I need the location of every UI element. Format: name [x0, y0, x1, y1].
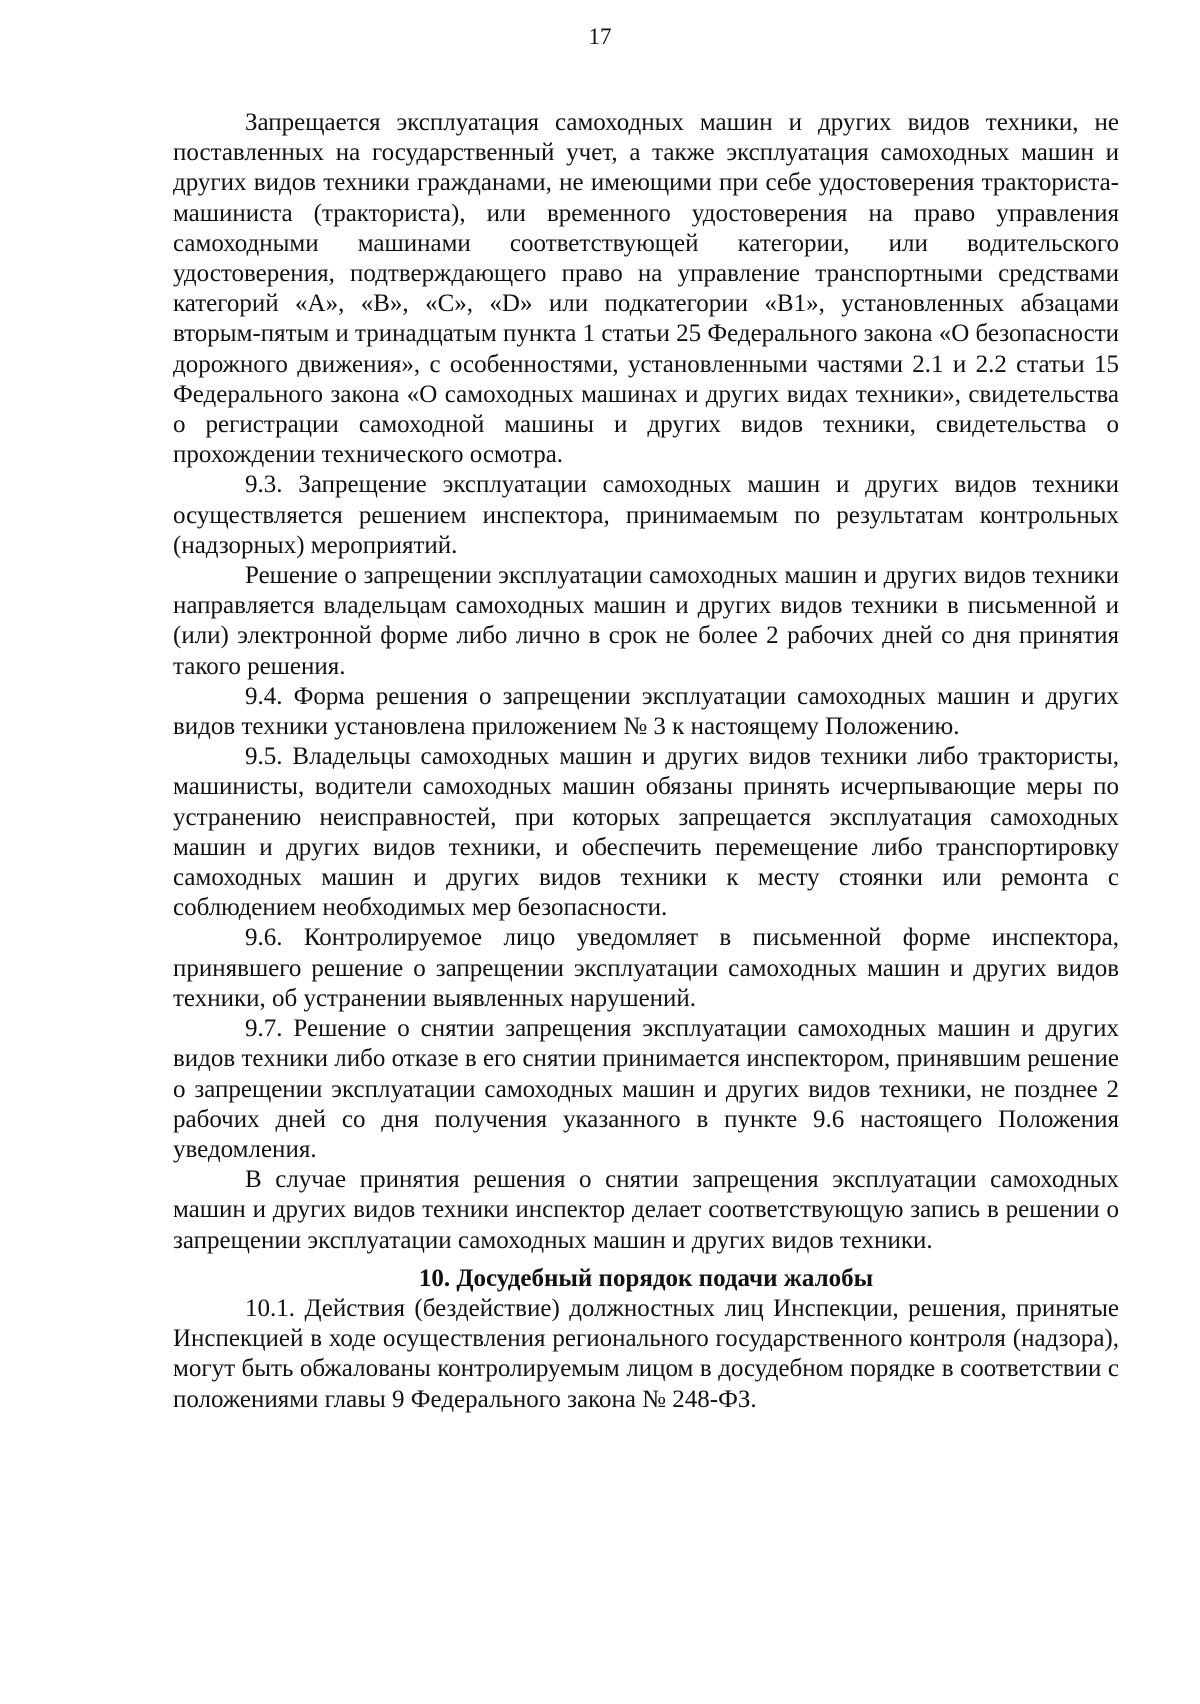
paragraph-decision-sending: Решение о запрещении эксплуатации самоходных машин и других видов техники направляется владельцам самоходных машин и других видов техники в письменной и (или) электронной форме либо лично в срок не более 2 рабочих дней со дня принятия такого решения. [173, 562, 1119, 680]
paragraph-lifting-decision: В случае принятия решения о снятии запрещения эксплуатации самоходных машин и других видов техники инспектор делает соответствующую запись в решении о запрещении эксплуатации самоходных машин и других видов техники. [173, 1166, 1119, 1254]
paragraph-9-3: 9.3. Запрещение эксплуатации самоходных машин и других видов техники осуществляется решением инспектора, принимаемым по результатам контрольных (надзорных) мероприятий. [173, 471, 1119, 559]
page-number: 17 [588, 24, 612, 49]
paragraph-9-4: 9.4. Форма решения о запрещении эксплуатации самоходных машин и других видов техники установлена приложением № 3 к настоящему Положению. [173, 682, 1119, 741]
document-body [173, 108, 1119, 1415]
section-heading: 10. Досудебный порядок подачи жалобы [418, 1264, 874, 1292]
paragraph-10-1: 10.1. Действия (бездействие) должностных лиц Инспекции, решения, принятые Инспекцией в ходе осуществления регионального государственного контроля (надзора), могут быть обжалованы контролируемым лицом в досудебном порядке в соответствии с положениями главы 9 Федерального закона № 248-ФЗ. [173, 1294, 1119, 1413]
paragraph-9-7: 9.7. Решение о снятии запрещения эксплуатации самоходных машин и других видов техники либо отказе в его снятии принимается инспектором, принявшим решение о запрещении эксплуатации самоходных машин и других видов техники, не позднее 2 рабочих дней со дня получения указанного в пункте 9.6 настоящего Положения уведомления. [173, 1015, 1119, 1163]
paragraph-9-5: 9.5. Владельцы самоходных машин и других видов техники либо трактористы, машинисты, водители самоходных машин обязаны принять исчерпывающие меры по устранению неисправностей, при которых запрещается эксплуатация самоходных машин и других видов техники, и обеспечить перемещение либо транспортировку самоходных машин и других видов техники к месту стоянки или ремонта с соблюдением необходимых мер безопасности. [173, 743, 1119, 922]
paragraph-prohibition-operation: Запрещается эксплуатация самоходных машин и других видов техники, не поставленных на государственный учет, а также эксплуатация самоходных машин и других видов техники гражданами, не имеющими при себе удостоверения тракториста-машиниста (тракториста), или временного удостоверения на право управления самоходными машинами соответствующей категории, или водительского удостоверения, подтверждающего право на управление транспортными средствами категорий «А», «В», «С», «D» или подкатегории «В1», установленных абзацами вторым-пятым и тринадцатым пункта 1 статьи 25 Федерального закона «О безопасности дорожного движения», с особенностями, установленными частями 2.1 и 2.2 статьи 15 Федерального закона «О самоходных машинах и других видах техники», свидетельства о регистрации самоходной машины и других видов техники, свидетельства о прохождении технического осмотра. [173, 109, 1119, 469]
paragraph-9-6: 9.6. Контролируемое лицо уведомляет в письменной форме инспектора, принявшего решение о запрещении эксплуатации самоходных машин и других видов техники, об устранении выявленных нарушений. [173, 924, 1119, 1012]
